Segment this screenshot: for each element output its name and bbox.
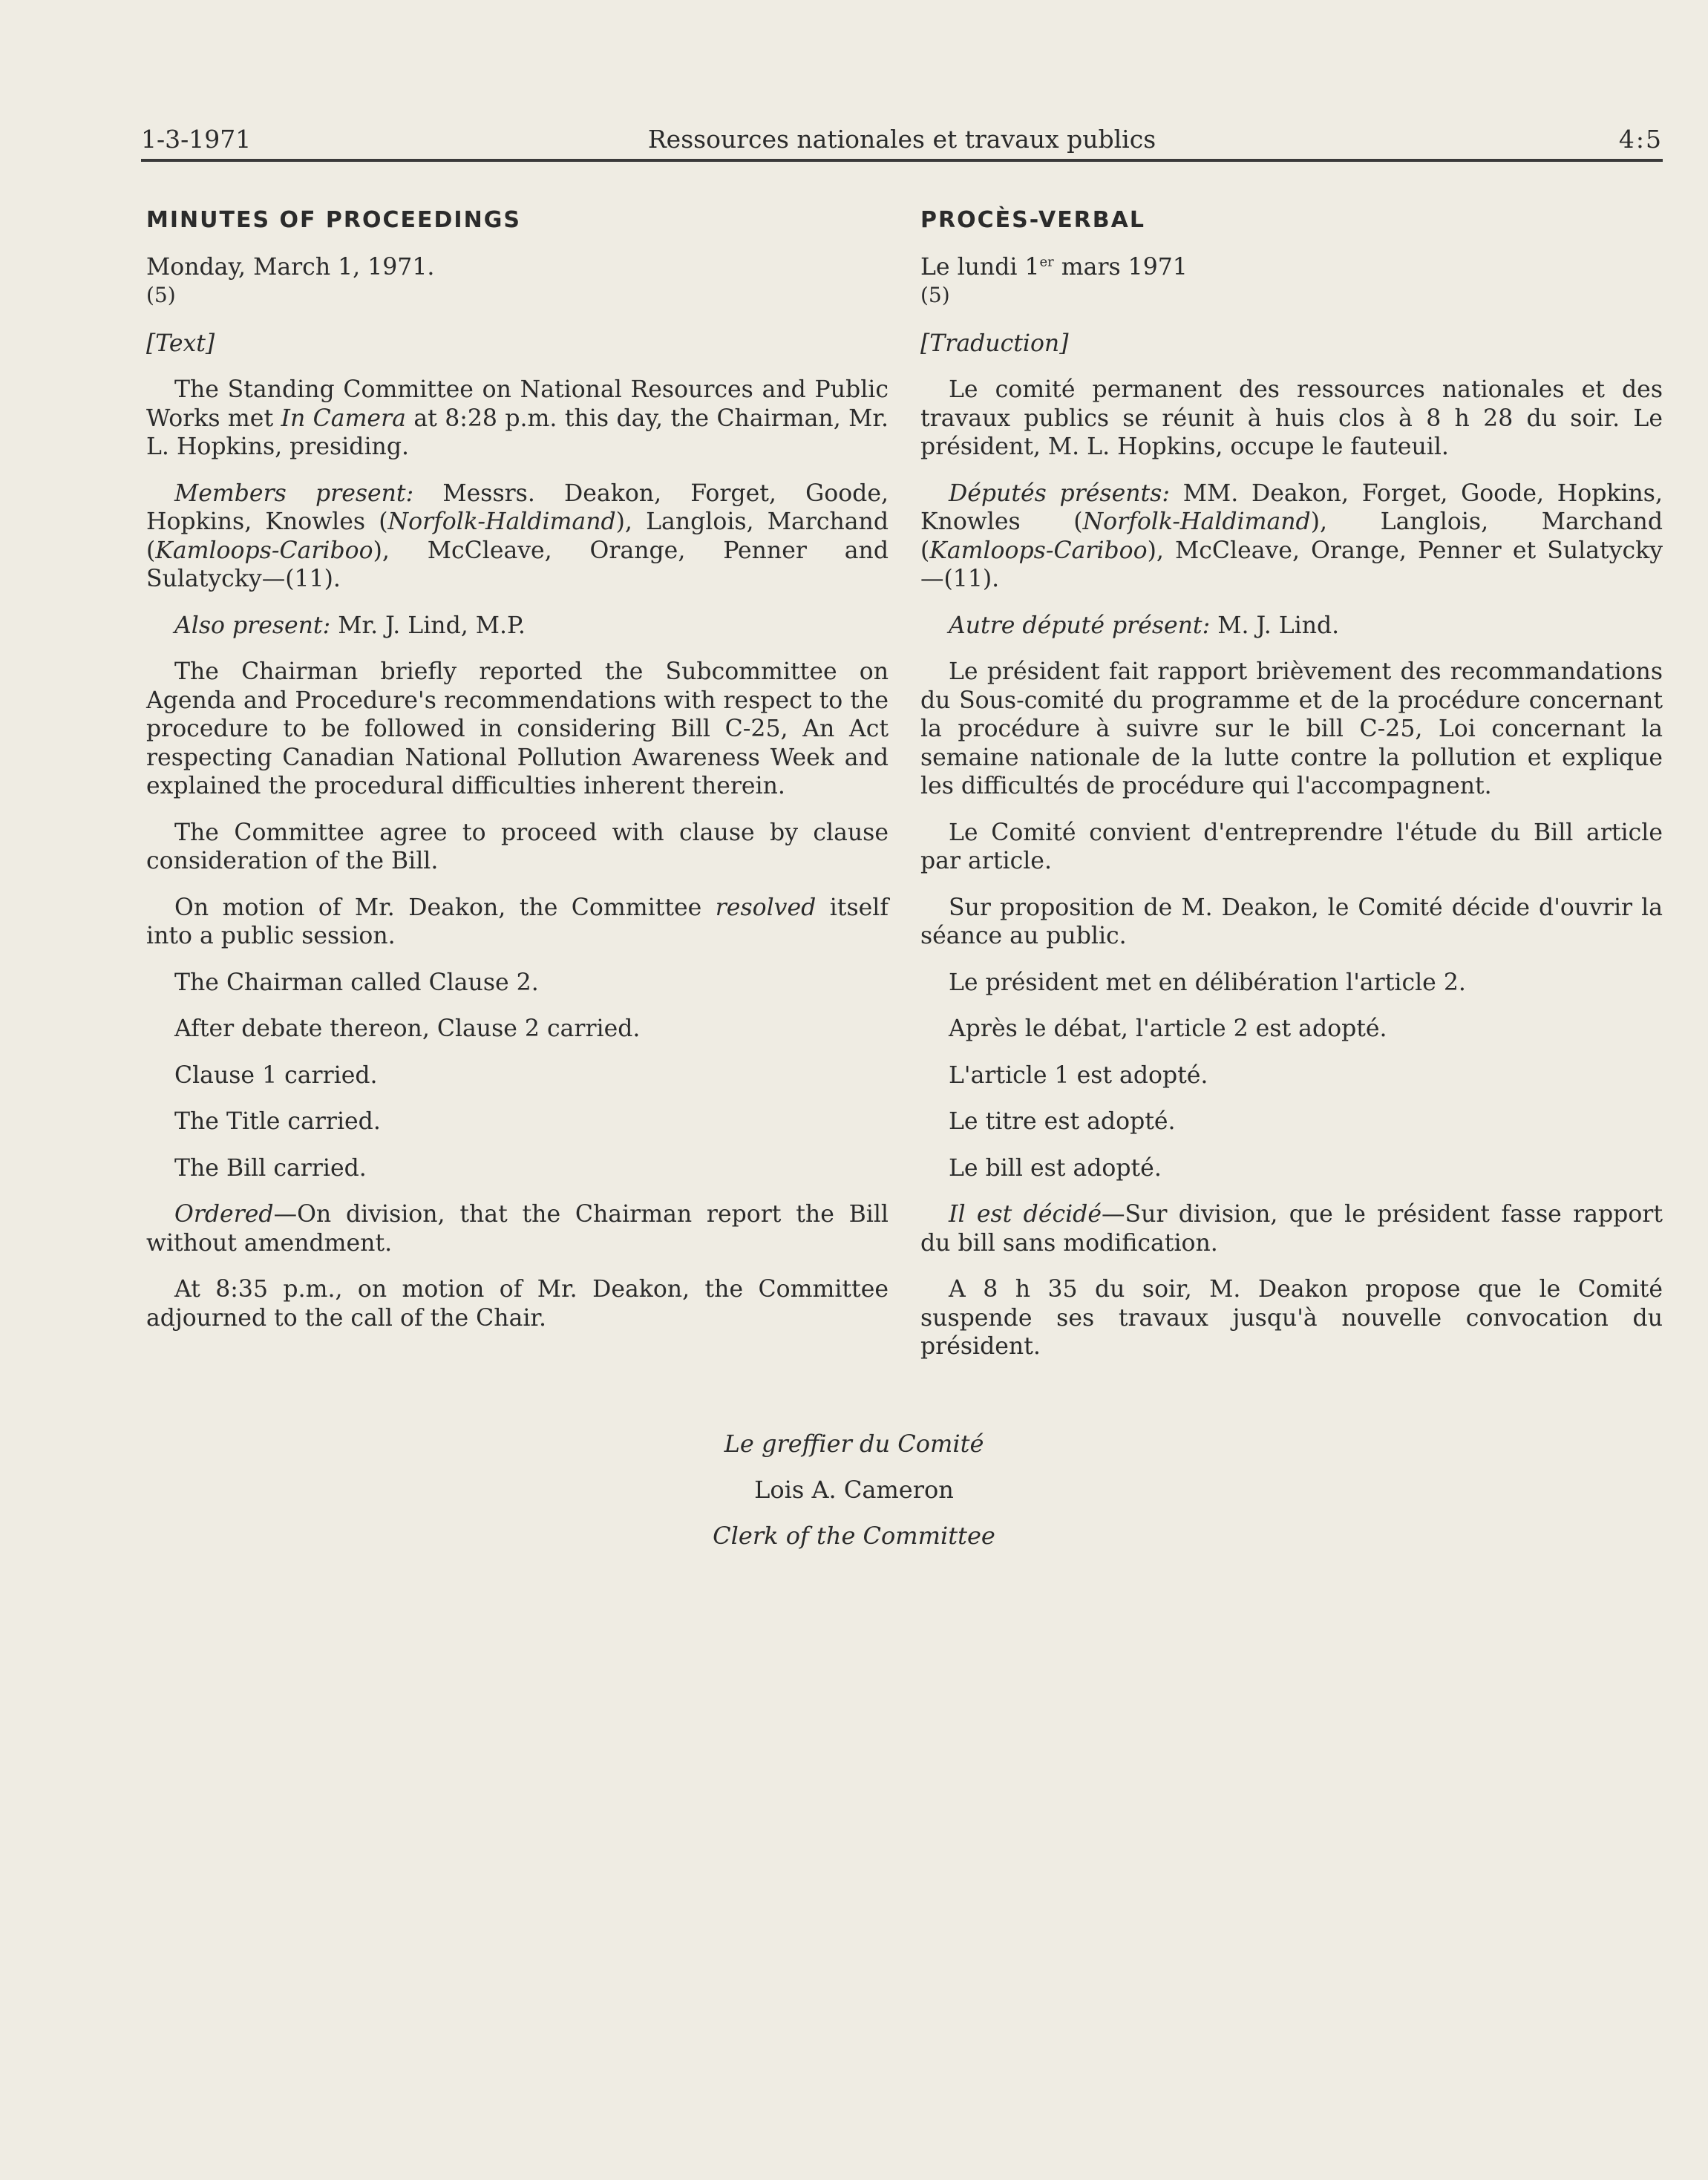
- french-meeting-number: (5): [920, 283, 950, 307]
- french-also-present: Autre député présent: M. J. Lind.: [949, 612, 1340, 639]
- french-clause-1: L'article 1 est adopté.: [949, 1061, 1208, 1089]
- header-date: 1-3-1971: [141, 125, 252, 154]
- french-date: Le lundi 1er mars 1971: [920, 253, 1188, 281]
- french-opening-paragraph: Le comité permanent des ressources nationales et des travaux publics se réunit à huis clos à 8 h 28 du soir. Le président, M. L. Hopkins, occupe le fauteuil.: [920, 376, 1663, 460]
- clerk-name: Lois A. Cameron: [754, 1476, 954, 1504]
- french-adjournment: A 8 h 35 du soir, M. Deakon propose que le Comité suspende ses travaux jusqu'à nouvelle convocation du président.: [920, 1276, 1663, 1360]
- english-adjournment: At 8:35 p.m., on motion of Mr. Deakon, the Committee adjourned to the call of the Chair.: [146, 1276, 889, 1332]
- english-motion-paragraph: On motion of Mr. Deakon, the Committee resolved itself into a public session.: [146, 894, 889, 949]
- french-column: [920, 206, 1663, 1379]
- french-heading: PROCÈS-VERBAL: [920, 207, 1145, 233]
- english-title-carried: The Title carried.: [174, 1108, 381, 1135]
- english-opening-paragraph: The Standing Committee on National Resources and Public Works met In Camera at 8:28 p.m. this day, the Chairman, Mr. L. Hopkins, presiding.: [146, 376, 889, 460]
- english-heading: MINUTES OF PROCEEDINGS: [146, 207, 521, 233]
- clerk-title-french: Le greffier du Comité: [724, 1430, 984, 1458]
- running-header: [141, 120, 1663, 162]
- french-motion-paragraph: Sur proposition de M. Deakon, le Comité décide d'ouvrir la séance au public.: [920, 894, 1663, 949]
- english-called-clause: The Chairman called Clause 2.: [174, 969, 539, 996]
- english-debate-clause: After debate thereon, Clause 2 carried.: [174, 1015, 641, 1042]
- french-ordered: Il est décidé—Sur division, que le président fasse rapport du bill sans modification.: [920, 1201, 1663, 1257]
- french-called-clause: Le président met en délibération l'article 2.: [949, 969, 1466, 996]
- english-bill-carried: The Bill carried.: [174, 1154, 367, 1182]
- french-bill-adopted: Le bill est adopté.: [949, 1154, 1162, 1182]
- french-report-paragraph: Le président fait rapport brièvement des recommandations du Sous-comité du programme et de la procédure concernant la procédure à suivre sur le bill C-25, Loi concernant la semaine nationale de la lutte contre la pollution et explique les difficultés de procédure qui l'accompagnent.: [920, 658, 1663, 799]
- english-meeting-number: (5): [146, 283, 176, 307]
- english-ordered: Ordered—On division, that the Chairman report the Bill without amendment.: [146, 1201, 889, 1257]
- french-agree-paragraph: Le Comité convient d'entreprendre l'étude du Bill article par article.: [920, 819, 1663, 874]
- english-date: Monday, March 1, 1971.: [146, 253, 435, 281]
- english-also-present: Also present: Mr. J. Lind, M.P.: [174, 612, 526, 639]
- english-clause-1: Clause 1 carried.: [174, 1061, 378, 1089]
- english-column: [146, 206, 889, 1350]
- signature-block: [0, 1429, 1708, 1567]
- english-members-present: Members present: Messrs. Deakon, Forget, Goode, Hopkins, Knowles (Norfolk-Haldimand), Langlois, Marchand (Kamloops-Cariboo), McCleave, Orange, Penner and Sulatycky—(11).: [146, 479, 889, 592]
- page-number: 4:5: [1618, 125, 1663, 154]
- french-debate-clause: Après le débat, l'article 2 est adopté.: [949, 1015, 1387, 1042]
- english-text-tag: [Text]: [146, 330, 215, 357]
- english-report-paragraph: The Chairman briefly reported the Subcommittee on Agenda and Procedure's recommendations with respect to the procedure to be followed in considering Bill C-25, An Act respecting Canadian National Pollution Awareness Week and explained the procedural difficulties inherent therein.: [146, 658, 889, 799]
- clerk-title-english: Clerk of the Committee: [713, 1522, 995, 1550]
- french-members-present: Députés présents: MM. Deakon, Forget, Goode, Hopkins, Knowles (Norfolk-Haldimand), Langlois, Marchand (Kamloops-Cariboo), McCleave, Orange, Penner et Sulatycky—(11).: [920, 479, 1663, 592]
- french-translation-tag: [Traduction]: [920, 330, 1069, 357]
- english-agree-paragraph: The Committee agree to proceed with clause by clause consideration of the Bill.: [146, 819, 889, 874]
- header-title: Ressources nationales et travaux publics: [647, 125, 1156, 154]
- french-title-adopted: Le titre est adopté.: [949, 1108, 1176, 1135]
